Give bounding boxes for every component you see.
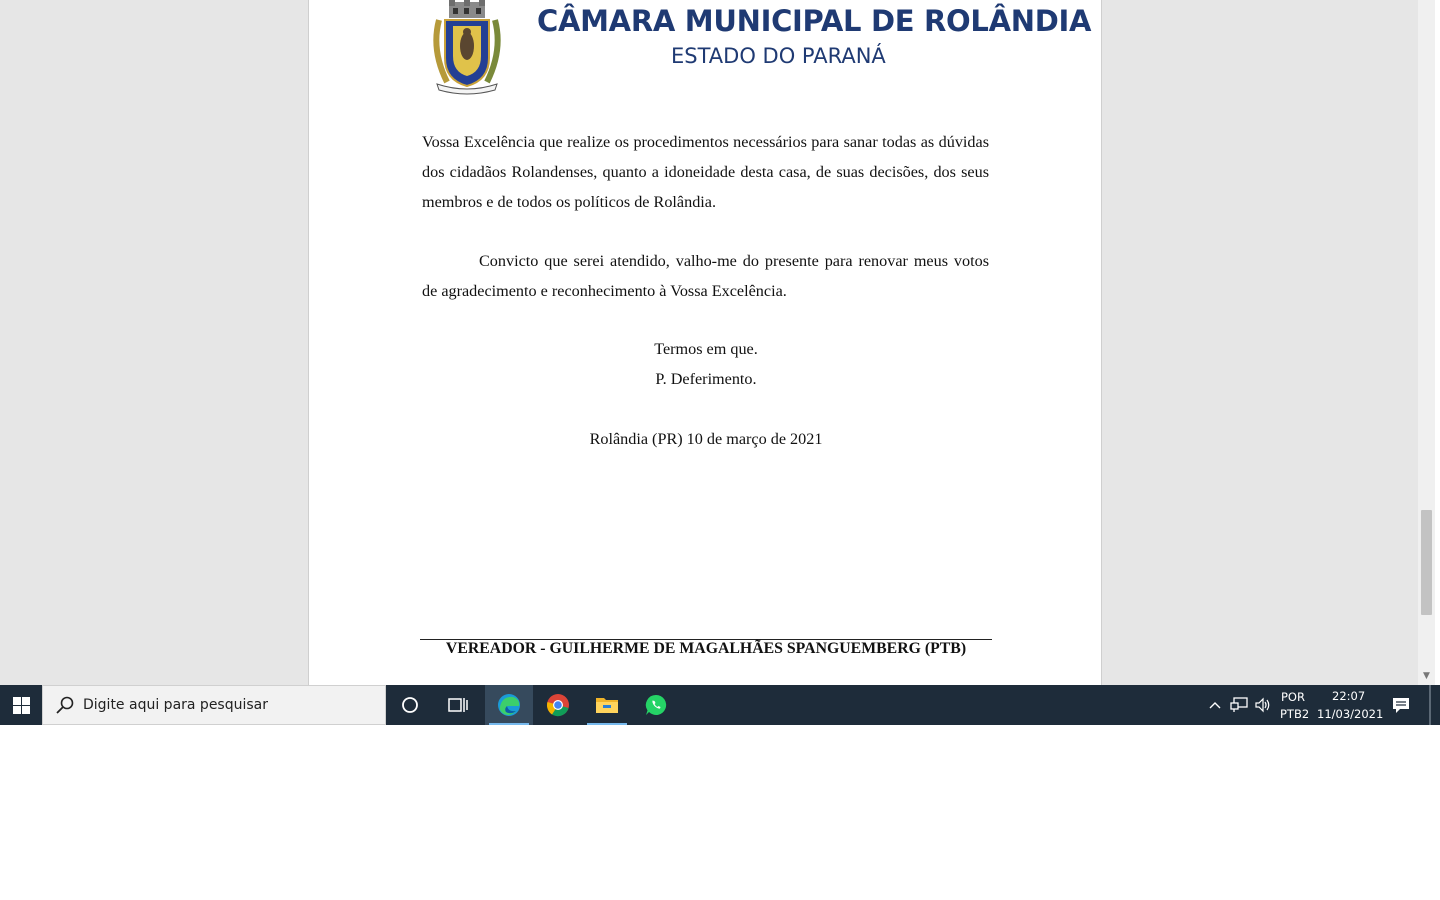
task-view-button[interactable] (434, 685, 482, 725)
network-monitor-icon (1230, 697, 1248, 713)
taskbar (0, 685, 1440, 725)
active-indicator (489, 723, 529, 725)
whatsapp-button[interactable] (632, 685, 680, 725)
windows-logo-icon (13, 697, 30, 714)
taskbar-search-box[interactable] (42, 685, 386, 725)
action-center-button[interactable] (1384, 685, 1418, 725)
header-subtitle: ESTADO DO PARANÁ (671, 44, 886, 68)
show-hidden-icons-chevron-icon[interactable] (1204, 685, 1226, 725)
date-line: Rolândia (PR) 10 de março de 2021 (589, 430, 823, 448)
keyboard-layout-indicator[interactable]: PTB2 (1280, 707, 1310, 721)
chrome-icon (546, 693, 570, 717)
search-placeholder: Digite aqui para pesquisar (83, 697, 269, 713)
closing-line-2: P. Deferimento. (655, 370, 757, 388)
body-paragraph-2-text: Convicto que serei atendido, valho-me do presente para renovar meus votos de agradecimento e reconhecimento à Vossa Excelência. (422, 252, 989, 300)
municipal-crest-logo (429, 0, 505, 96)
whatsapp-icon (644, 693, 668, 717)
file-explorer-button[interactable] (583, 685, 631, 725)
body-paragraph-2 (422, 247, 989, 307)
signature-name: VEREADOR - GUILHERME DE MAGALHÃES SPANGUEMBERG (PTB) (445, 640, 967, 657)
document-page (308, 0, 1102, 685)
scrollbar-thumb[interactable] (1421, 510, 1432, 615)
body-paragraph-1: Vossa Excelência que realize os procedimentos necessários para sanar todas as dúvidas dos cidadãos Rolandenses, quanto a idoneidade desta casa, de suas decisões, dos seus membros e de todos os políticos de Rolândia. (422, 133, 989, 211)
clock-time[interactable]: 22:07 (1332, 689, 1366, 703)
cortana-button[interactable] (386, 685, 434, 725)
show-desktop-button[interactable] (1429, 685, 1431, 725)
vertical-scrollbar[interactable] (1418, 0, 1435, 685)
notification-icon (1392, 697, 1410, 714)
edge-browser-button[interactable] (485, 685, 533, 725)
folder-icon (595, 695, 619, 715)
edge-icon (496, 692, 522, 718)
window-edge (1435, 0, 1440, 685)
closing-line-1: Termos em que. (654, 340, 758, 358)
chevron-up-icon (1209, 701, 1221, 709)
search-icon (55, 695, 75, 715)
active-indicator (587, 723, 627, 725)
language-indicator[interactable]: POR (1281, 690, 1305, 704)
cortana-circle-icon (401, 696, 419, 714)
chrome-browser-button[interactable] (534, 685, 582, 725)
scroll-down-arrow-icon[interactable]: ▼ (1423, 671, 1430, 681)
start-button[interactable] (0, 685, 42, 725)
volume-icon[interactable] (1252, 685, 1274, 725)
task-view-icon (448, 696, 468, 714)
clock-date[interactable]: 11/03/2021 (1317, 707, 1384, 721)
network-icon[interactable] (1228, 685, 1250, 725)
speaker-icon (1254, 697, 1272, 713)
header-title: CÂMARA MUNICIPAL DE ROLÂNDIA (537, 4, 1092, 38)
